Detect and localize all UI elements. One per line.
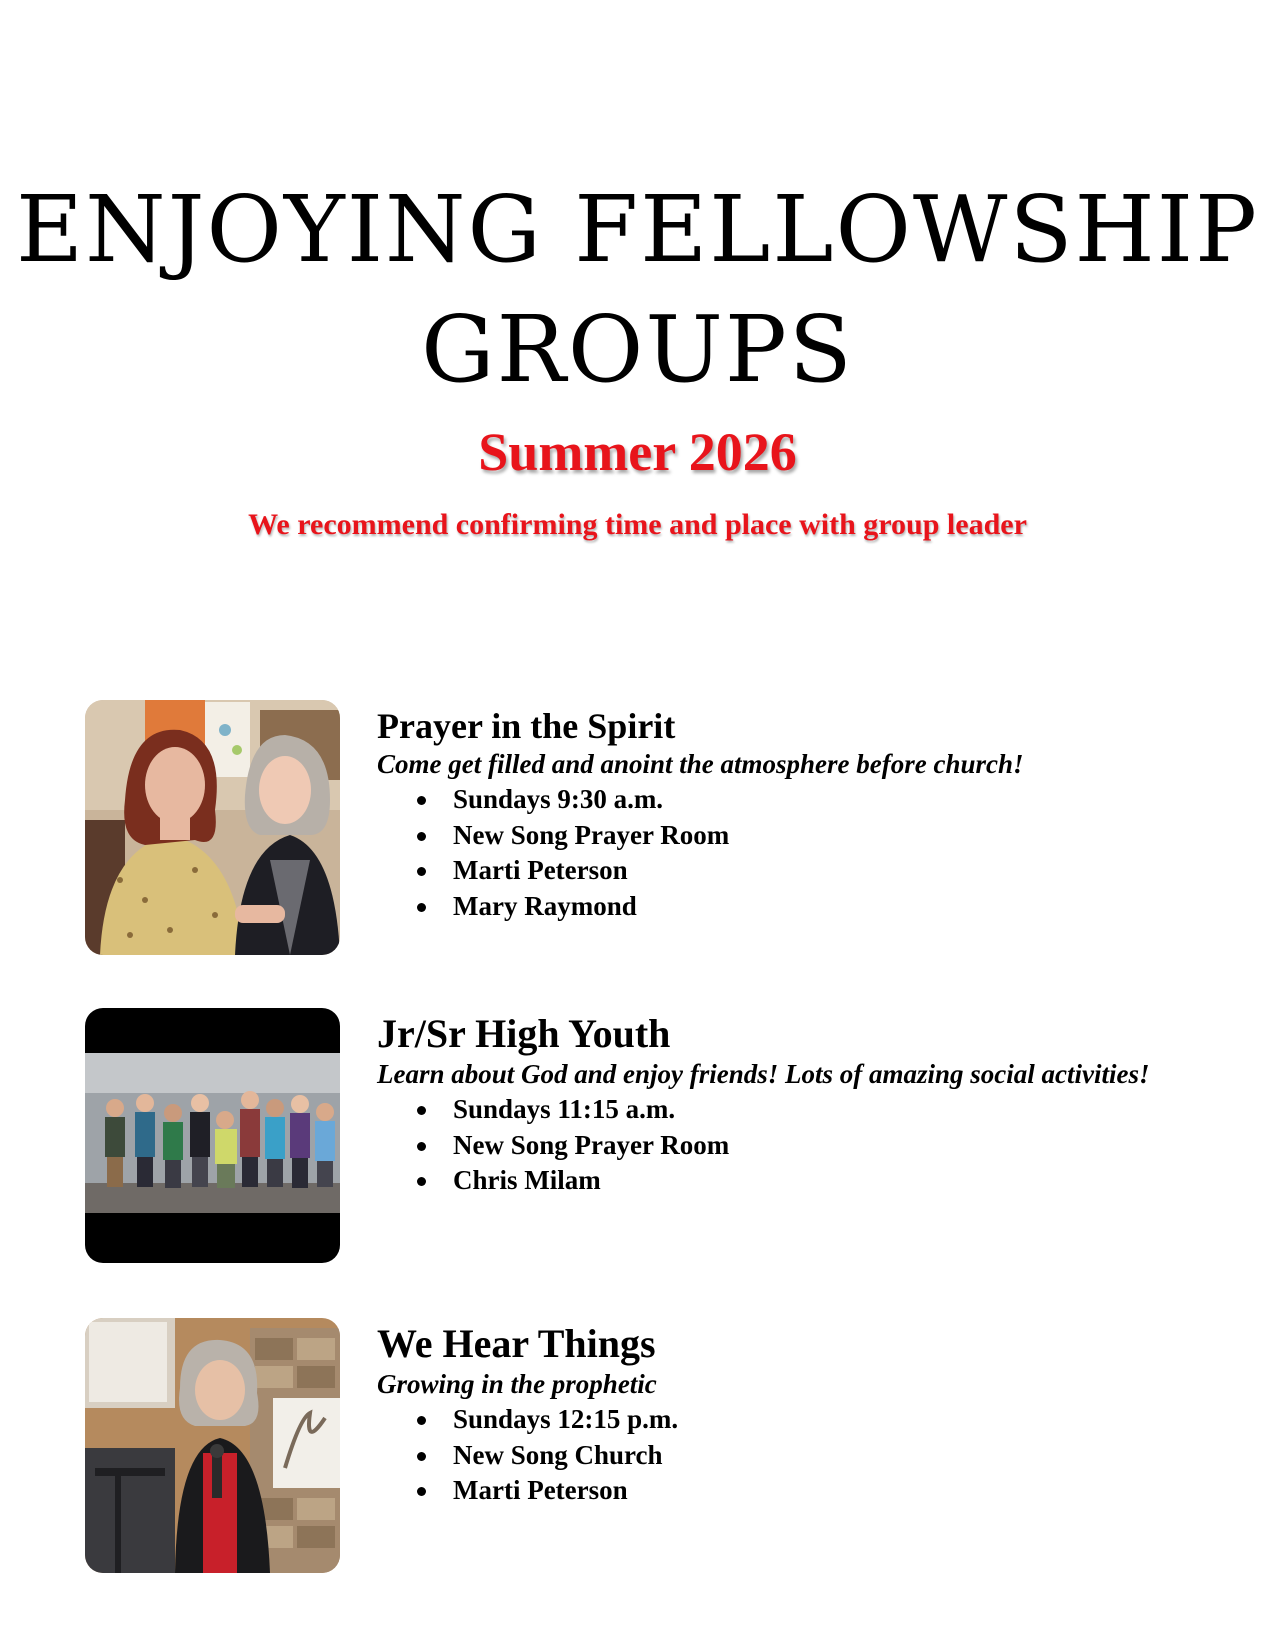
- group-tagline: Come get filled and anoint the atmosphere before church!: [377, 749, 1024, 779]
- group-photo-prayer: [85, 700, 340, 955]
- list-item: [417, 818, 1177, 854]
- confirm-notice: We recommend confirming time and place with group leader: [248, 508, 1027, 541]
- group-leader: Marti Peterson: [453, 1475, 628, 1505]
- bullet-icon: [417, 903, 426, 912]
- group-tagline: Learn about God and enjoy friends! Lots of amazing social activities!: [377, 1059, 1150, 1089]
- list-item: [417, 889, 1177, 925]
- meeting-time: Sundays 11:15 a.m.: [453, 1094, 676, 1124]
- group-tagline: Growing in the prophetic: [377, 1369, 657, 1399]
- page-title: [0, 170, 1275, 410]
- bullet-icon: [417, 832, 426, 841]
- group-title: Jr/Sr High Youth: [377, 1011, 671, 1056]
- list-item: [417, 1092, 1177, 1128]
- bullet-icon: [417, 867, 426, 876]
- group-photo-youth: [85, 1008, 340, 1263]
- list-item: [417, 1473, 1177, 1509]
- group-details-list: [377, 782, 1177, 924]
- bullet-icon: [417, 1452, 426, 1461]
- meeting-location: New Song Prayer Room: [453, 819, 730, 850]
- group-details-list: [377, 1092, 1177, 1199]
- list-item: [417, 1128, 1177, 1164]
- list-item: [417, 1402, 1177, 1438]
- group-leader: Chris Milam: [453, 1165, 601, 1195]
- group-title: We Hear Things: [377, 1321, 656, 1366]
- bullet-icon: [417, 1106, 426, 1115]
- bullet-icon: [417, 1487, 426, 1496]
- page-title-line-1: ENJOYING FELLOWSHIP: [16, 176, 1259, 283]
- list-item: [417, 1163, 1177, 1199]
- bullet-icon: [417, 796, 426, 805]
- list-item: [417, 853, 1177, 889]
- group-card-prayer: [85, 700, 1195, 960]
- season-heading: Summer 2026: [478, 422, 797, 482]
- group-card-youth: [85, 1008, 1195, 1268]
- meeting-time: Sundays 12:15 p.m.: [453, 1404, 679, 1434]
- meeting-location: New Song Church: [453, 1439, 663, 1470]
- list-item: [417, 782, 1177, 818]
- group-photo-prophetic: [85, 1318, 340, 1573]
- group-leader: Mary Raymond: [453, 890, 637, 921]
- bullet-icon: [417, 1177, 426, 1186]
- group-card-prophetic: [85, 1318, 1195, 1578]
- group-details-list: [377, 1402, 1177, 1509]
- meeting-location: New Song Prayer Room: [453, 1129, 730, 1160]
- page-title-line-2: GROUPS: [421, 296, 854, 403]
- list-item: [417, 1438, 1177, 1474]
- group-title: Prayer in the Spirit: [377, 706, 676, 746]
- bullet-icon: [417, 1142, 426, 1151]
- bullet-icon: [417, 1416, 426, 1425]
- group-leader: Marti Peterson: [453, 855, 628, 885]
- meeting-time: Sundays 9:30 a.m.: [453, 784, 664, 814]
